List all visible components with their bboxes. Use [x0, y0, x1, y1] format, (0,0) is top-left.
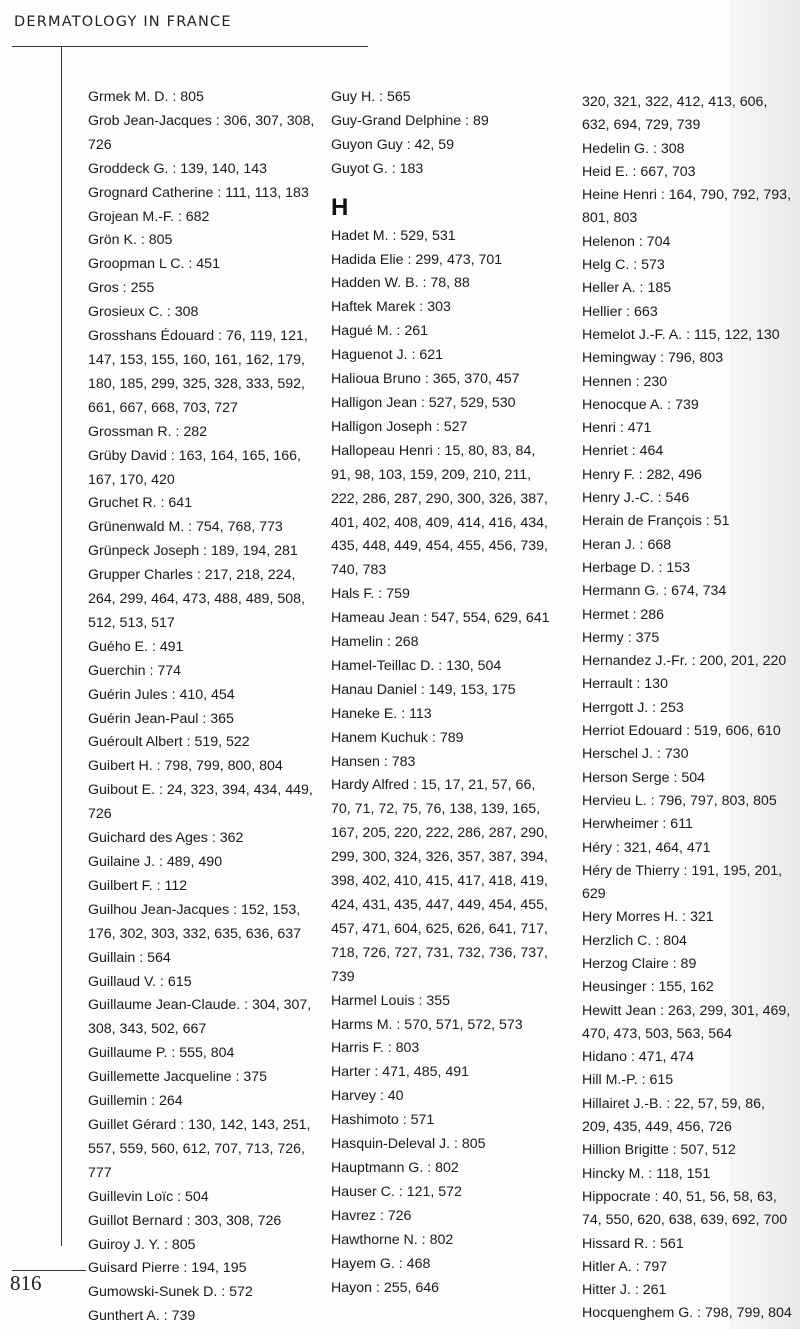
index-entry: Hillairet J.-B. : 22, 57, 59, 86, 209, 435, 449, 456, 726 [582, 1095, 765, 1136]
index-column-1 [88, 86, 326, 1329]
index-entry: Hamel-Teillac D. : 130, 504 [331, 657, 502, 674]
index-entry: Henocque A. : 739 [582, 396, 699, 413]
index-entry: Harmel Louis : 355 [331, 992, 451, 1009]
index-entry: Guillemette Jacqueline : 375 [88, 1069, 268, 1086]
index-entry: Herzog Claire : 89 [582, 955, 697, 972]
index-entry: Hadden W. B. : 78, 88 [331, 275, 470, 292]
index-entry: Guérin Jean-Paul : 365 [88, 710, 234, 727]
header-rule [12, 46, 368, 47]
index-entry: Hanau Daniel : 149, 153, 175 [331, 681, 516, 698]
index-entry: Hamelin : 268 [331, 634, 419, 651]
index-entry: Hitter J. : 261 [582, 1282, 667, 1299]
index-entry: Hillion Brigitte : 507, 512 [582, 1142, 736, 1159]
index-column-3 [582, 91, 794, 1326]
index-entry: Helenon : 704 [582, 233, 671, 250]
index-entry: Guichard des Ages : 362 [88, 830, 244, 847]
index-entry: Guillevin Loïc : 504 [88, 1188, 209, 1205]
index-entry: Halligon Jean : 527, 529, 530 [331, 394, 516, 411]
index-entry: Grön K. : 805 [88, 232, 173, 249]
index-entry: Guého E. : 491 [88, 638, 184, 655]
index-entry: Harms M. : 570, 571, 572, 573 [331, 1016, 523, 1033]
index-entry: Harris F. : 803 [331, 1040, 420, 1057]
index-entry: Hayon : 255, 646 [331, 1279, 440, 1296]
index-entry: Halligon Joseph : 527 [331, 418, 468, 435]
index-entry: Hermann G. : 674, 734 [582, 583, 727, 600]
index-entry: Hissard R. : 561 [582, 1235, 684, 1252]
index-entry: Guillaud V. : 615 [88, 973, 192, 990]
index-entry: Guiroy J. Y. : 805 [88, 1236, 196, 1253]
index-entry: Grupper Charles : 217, 218, 224, 264, 299, 464, 473, 488, 489, 508, 512, 513, 517 [88, 567, 305, 631]
index-entry: Grosieux C. : 308 [88, 304, 199, 321]
index-entry: Guillot Bernard : 303, 308, 726 [88, 1212, 282, 1229]
index-entry: Hellier : 663 [582, 303, 658, 320]
index-entry: Hill M.-P. : 615 [582, 1072, 674, 1089]
index-entry: Grmek M. D. : 805 [88, 89, 204, 105]
index-entry: Hennen : 230 [582, 373, 668, 390]
index-entry: Guyon Guy : 42, 59 [331, 136, 455, 153]
index-entry: Herrault : 130 [582, 676, 668, 693]
index-entry: Herzlich C. : 804 [582, 932, 687, 949]
index-entry: Guy-Grand Delphine : 89 [331, 112, 489, 129]
index-entry: Haftek Marek : 303 [331, 299, 451, 316]
index-entry: Hocquenghem G. : 798, 799, 804 [582, 1305, 792, 1322]
index-entry: Hauptmann G. : 802 [331, 1159, 459, 1176]
index-entry: Haguenot J. : 621 [331, 347, 444, 364]
index-entry: Guillet Gérard : 130, 142, 143, 251, 557, 559, 560, 612, 707, 713, 726, 777 [88, 1116, 311, 1181]
index-column-2 [331, 86, 557, 1300]
index-entry: Hauser C. : 121, 572 [331, 1183, 462, 1200]
index-entry: Henri : 471 [582, 420, 652, 437]
index-entry: Henry F. : 282, 496 [582, 466, 702, 483]
index-entry: 320, 321, 322, 412, 413, 606, 632, 694, 729, 739 [582, 94, 768, 134]
index-entry: Guérin Jules : 410, 454 [88, 686, 235, 703]
index-entry: Grünenwald M. : 754, 768, 773 [88, 519, 283, 536]
index-entry: Hadet M. : 529, 531 [331, 227, 456, 244]
margin-rule [61, 46, 62, 1246]
index-entry: Guibert H. : 798, 799, 800, 804 [88, 758, 283, 775]
page-number: 816 [10, 1271, 42, 1295]
index-entry: Hemelot J.-F. A. : 115, 122, 130 [582, 326, 780, 343]
index-entry: Hemingway : 796, 803 [582, 350, 724, 367]
index-entry: Gros : 255 [88, 280, 155, 297]
index-entry: Grünpeck Joseph : 189, 194, 281 [88, 543, 298, 560]
index-entry: Hanem Kuchuk : 789 [331, 729, 464, 746]
index-entry: Héry de Thierry : 191, 195, 201, 629 [582, 862, 783, 903]
index-entry: Groopman L C. : 451 [88, 256, 220, 273]
index-entry: Harvey : 40 [331, 1088, 404, 1105]
index-entry: Haneke E. : 113 [331, 705, 432, 722]
index-entry: Hawthorne N. : 802 [331, 1231, 454, 1248]
index-entry: Herschel J. : 730 [582, 746, 689, 763]
index-entry: Hernandez J.-Fr. : 200, 201, 220 [582, 653, 787, 670]
index-entry: Havrez : 726 [331, 1207, 412, 1224]
index-entry: Hincky M. : 118, 151 [582, 1165, 711, 1182]
index-entry: Grossman R. : 282 [88, 423, 208, 440]
index-entry: Gruchet R. : 641 [88, 495, 193, 512]
index-entry: Heid E. : 667, 703 [582, 163, 696, 180]
index-entry: Heran J. : 668 [582, 536, 672, 553]
index-entry: Herbage D. : 153 [582, 559, 691, 576]
index-entry: Guilhou Jean-Jacques : 152, 153, 176, 302, 303, 332, 635, 636, 637 [88, 901, 301, 942]
index-entry: Hardy Alfred : 15, 17, 21, 57, 66, 70, 71, 72, 75, 76, 138, 139, 165, 167, 205, 220, 222, 286, 287, 290, 299, 300, 324, 326, 357, 387, 394, 398, 402, 410, 415, 417, 418, 419, 424, 431, 435, 447, 449, 454, 455, 457, 471, 604, 625, 626, 641, 717, 718, 726, 727, 731, 732, 736, 737, 739 [331, 777, 548, 985]
index-entry: Herrgott J. : 253 [582, 699, 684, 716]
running-header: DERMATOLOGY IN FRANCE [14, 14, 232, 30]
index-entry: Guy H. : 565 [331, 89, 411, 105]
index-entry: Guilbert F. : 112 [88, 877, 188, 894]
index-entry: Guillaume Jean-Claude. : 304, 307, 308, 343, 502, 667 [88, 997, 312, 1038]
index-entry: Hidano : 471, 474 [582, 1049, 695, 1066]
index-entry: Herwheimer : 611 [582, 816, 693, 833]
index-entry: Guibout E. : 24, 323, 394, 434, 449, 726 [88, 782, 313, 823]
index-entry: Halioua Bruno : 365, 370, 457 [331, 371, 520, 388]
index-entry: Hayem G. : 468 [331, 1255, 431, 1272]
index-entry: Grüby David : 163, 164, 165, 166, 167, 170, 420 [88, 447, 301, 488]
index-entry: Guillaume P. : 555, 804 [88, 1045, 235, 1062]
index-entry: Grognard Catherine : 111, 113, 183 [88, 184, 309, 201]
index-entry: Hashimoto : 571 [331, 1112, 435, 1129]
index-entry: Herain de François : 51 [582, 513, 730, 530]
index-entry: Heine Henri : 164, 790, 792, 793, 801, 803 [582, 187, 792, 227]
index-entry: Hameau Jean : 547, 554, 629, 641 [331, 610, 550, 627]
index-entry: Hery Morres H. : 321 [582, 909, 714, 926]
index-entry: Gunthert A. : 739 [88, 1308, 196, 1325]
index-entry: Guillain : 564 [88, 949, 171, 966]
index-entry: Hermy : 375 [582, 629, 660, 646]
index-entry: Henriet : 464 [582, 443, 664, 460]
index-entry: Hermet : 286 [582, 606, 665, 623]
index-entry: Hallopeau Henri : 15, 80, 83, 84, 91, 98, 103, 159, 209, 210, 211, 222, 286, 287, 290, 300, 326, 387, 401, 402, 408, 409, 414, 416, 434, 435, 448, 449, 454, 455, 456, 739, 740, 783 [331, 442, 548, 579]
index-entry: Hagué M. : 261 [331, 323, 429, 340]
index-entry: Hervieu L. : 796, 797, 803, 805 [582, 792, 777, 809]
index-entry: Guyot G. : 183 [331, 160, 424, 177]
index-entry: Guisard Pierre : 194, 195 [88, 1260, 247, 1277]
index-entry: Guilaine J. : 489, 490 [88, 854, 223, 870]
index-entry: Hasquin-Deleval J. : 805 [331, 1136, 486, 1153]
index-entry: Herson Serge : 504 [582, 769, 706, 786]
index-entry: Grosshans Édouard : 76, 119, 121, 147, 153, 155, 160, 161, 162, 179, 180, 185, 299, 325, 328, 333, 592, 661, 667, 668, 703, 727 [88, 328, 308, 416]
index-entry: Hals F. : 759 [331, 586, 410, 603]
index-entry: Hitler A. : 797 [582, 1258, 668, 1275]
index-entry: Guillemin : 264 [88, 1093, 183, 1110]
index-entry: Groddeck G. : 139, 140, 143 [88, 160, 268, 177]
index-entry: Henry J.-C. : 546 [582, 490, 690, 507]
index-entry: Hippocrate : 40, 51, 56, 58, 63, 74, 550, 620, 638, 639, 692, 700 [582, 1188, 788, 1229]
index-entry: Gumowski-Sunek D. : 572 [88, 1284, 253, 1301]
index-entry: Héry : 321, 464, 471 [582, 839, 711, 856]
index-entry: Heller A. : 185 [582, 280, 672, 297]
index-entry: Hewitt Jean : 263, 299, 301, 469, 470, 473, 503, 563, 564 [582, 1002, 791, 1042]
index-entry: Grojean M.-F. : 682 [88, 208, 210, 225]
index-entry: Hadida Elie : 299, 473, 701 [331, 251, 503, 268]
index-entry: Guerchin : 774 [88, 662, 182, 679]
index-entry: Herriot Edouard : 519, 606, 610 [582, 723, 781, 740]
index-entry: Hedelin G. : 308 [582, 140, 685, 157]
index-entry: Guéroult Albert : 519, 522 [88, 734, 250, 751]
index-entry: Heusinger : 155, 162 [582, 979, 714, 996]
index-entry: Harter : 471, 485, 491 [331, 1064, 470, 1081]
index-entry: Grob Jean-Jacques : 306, 307, 308, 726 [88, 112, 315, 153]
index-entry: Hansen : 783 [331, 753, 416, 770]
section-letter-h: H [331, 193, 349, 221]
index-entry: Helg C. : 573 [582, 257, 665, 274]
